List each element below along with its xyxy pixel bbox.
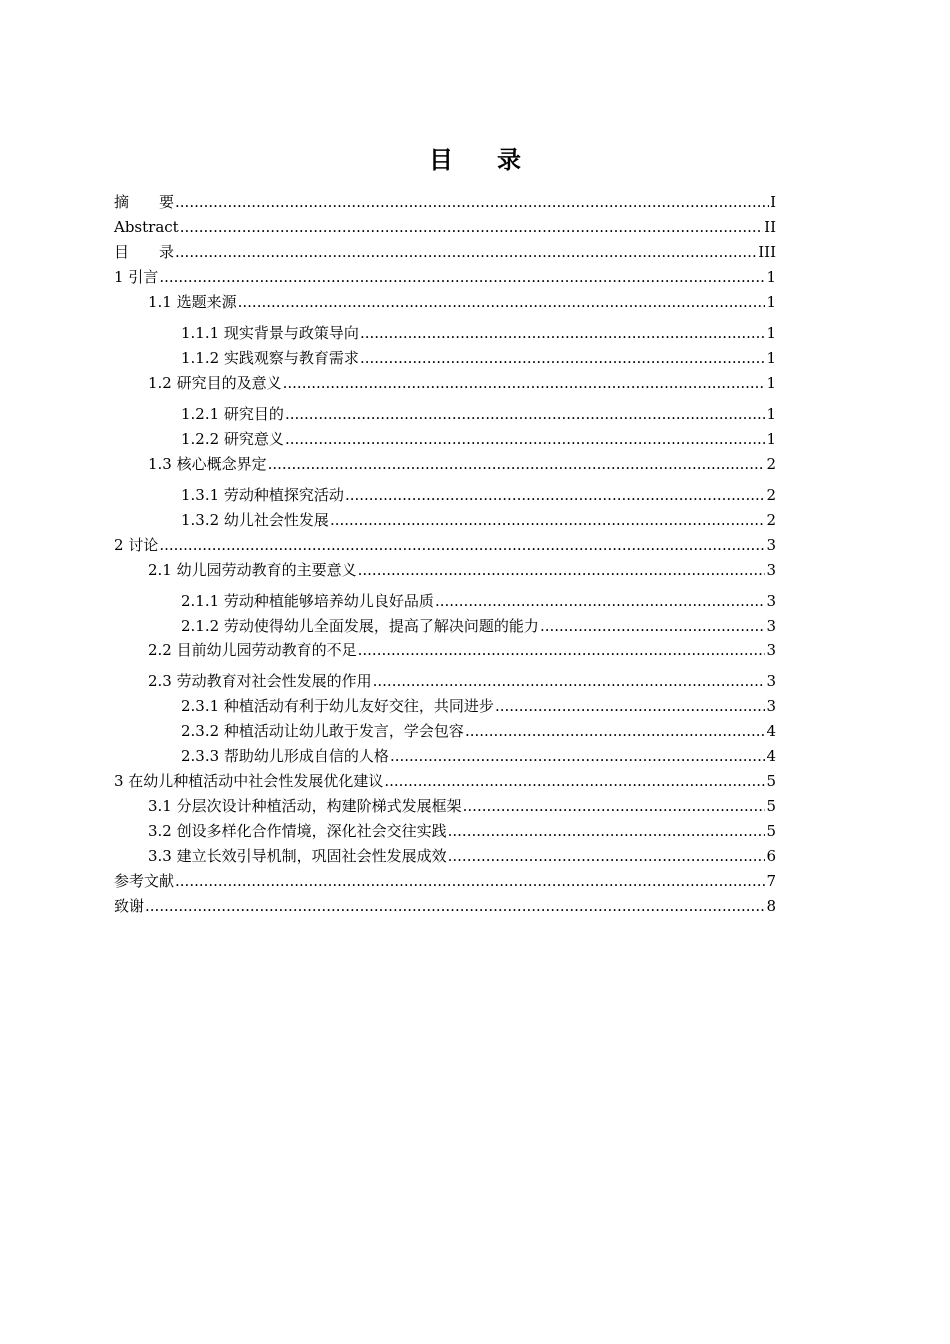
toc-entry-label: 3.3 建立长效引导机制，巩固社会性发展成效 bbox=[148, 847, 447, 865]
toc-entry-1-2-2[interactable] bbox=[114, 427, 776, 449]
dot-leader bbox=[180, 217, 763, 237]
toc-entry-label: 2.1.1 劳动种植能够培养幼儿良好品质 bbox=[181, 592, 434, 610]
toc-entry-page: 2 bbox=[766, 511, 776, 529]
toc-entry-label: 1 引言 bbox=[114, 268, 159, 286]
toc-entry-label: 3.2 创设多样化合作情境，深化社会交往实践 bbox=[148, 822, 447, 840]
dot-leader bbox=[358, 560, 766, 580]
toc-entry-label: 3 在幼儿种植活动中社会性发展优化建议 bbox=[114, 772, 384, 790]
dot-leader bbox=[330, 510, 766, 530]
toc-entry-1-3-1[interactable] bbox=[114, 483, 776, 505]
toc-entry-page: 1 bbox=[766, 324, 776, 342]
dot-leader bbox=[285, 404, 766, 424]
toc-entry-label: 目 录 bbox=[114, 243, 175, 261]
toc-entry-2-3-1[interactable] bbox=[114, 694, 776, 716]
dot-leader bbox=[435, 591, 766, 611]
toc-entry-abstract-cn[interactable] bbox=[114, 190, 776, 212]
toc-entry-label: 1.3.2 幼儿社会性发展 bbox=[181, 511, 329, 529]
toc-entry-page: 8 bbox=[766, 897, 776, 915]
toc-entry-label: 1.2.2 研究意义 bbox=[181, 430, 284, 448]
dot-leader bbox=[463, 796, 766, 816]
toc-entry-page: 6 bbox=[766, 847, 776, 865]
toc-entry-label: 2.3.3 帮助幼儿形成自信的人格 bbox=[181, 747, 389, 765]
toc-entry-page: I bbox=[770, 193, 776, 211]
dot-leader bbox=[175, 192, 769, 212]
dot-leader bbox=[238, 292, 766, 312]
dot-leader bbox=[285, 429, 766, 449]
toc-entry-label: 2 讨论 bbox=[114, 536, 159, 554]
toc-entry-page: 1 bbox=[766, 268, 776, 286]
dot-leader bbox=[345, 485, 766, 505]
toc-entry-page: III bbox=[758, 243, 776, 261]
toc-entry-2-1-2[interactable] bbox=[114, 614, 776, 636]
toc-entry-page: 1 bbox=[766, 374, 776, 392]
toc-entry-1-3[interactable] bbox=[114, 452, 776, 474]
toc-entry-page: 2 bbox=[766, 455, 776, 473]
toc-entry-label: 2.3 劳动教育对社会性发展的作用 bbox=[148, 672, 372, 690]
toc-entry-1-1-2[interactable] bbox=[114, 346, 776, 368]
toc-entry-1-1-1[interactable] bbox=[114, 321, 776, 343]
toc-entry-2-1-1[interactable] bbox=[114, 589, 776, 611]
dot-leader bbox=[268, 454, 766, 474]
toc-entry-label: Abstract bbox=[114, 218, 179, 236]
toc-entry-1-3-2[interactable] bbox=[114, 508, 776, 530]
dot-leader bbox=[373, 671, 766, 691]
toc-entry-2-2[interactable] bbox=[114, 638, 776, 660]
toc-entry-contents[interactable] bbox=[114, 240, 776, 262]
title-char-1: 目 bbox=[429, 145, 453, 174]
dot-leader bbox=[159, 267, 765, 287]
dot-leader bbox=[145, 896, 765, 916]
toc-entry-page: 4 bbox=[766, 722, 776, 740]
toc-entry-label: 致谢 bbox=[114, 897, 145, 915]
toc-entry-page: 3 bbox=[766, 641, 776, 659]
toc-entry-page: 5 bbox=[766, 772, 776, 790]
toc-entry-page: 4 bbox=[766, 747, 776, 765]
toc-entry-3-2[interactable] bbox=[114, 819, 776, 841]
toc-entry-page: 3 bbox=[766, 592, 776, 610]
toc-entry-page: 5 bbox=[766, 822, 776, 840]
toc-entry-3-1[interactable] bbox=[114, 794, 776, 816]
dot-leader bbox=[175, 871, 765, 891]
toc-entry-2-3-2[interactable] bbox=[114, 719, 776, 741]
toc-entry-1-1[interactable] bbox=[114, 290, 776, 312]
toc-entry-label: 2.3.2 种植活动让幼儿敢于发言，学会包容 bbox=[181, 722, 464, 740]
toc-entry-label: 1.1.1 现实背景与政策导向 bbox=[181, 324, 359, 342]
dot-leader bbox=[360, 348, 766, 368]
dot-leader bbox=[159, 535, 765, 555]
toc-entry-page: 3 bbox=[766, 536, 776, 554]
dot-leader bbox=[358, 640, 766, 660]
toc-entry-acknowledgements[interactable] bbox=[114, 894, 776, 916]
toc-entry-page: 1 bbox=[766, 430, 776, 448]
toc-entry-page: 7 bbox=[766, 872, 776, 890]
toc-entry-label: 1.2 研究目的及意义 bbox=[148, 374, 282, 392]
toc-entry-2-1[interactable] bbox=[114, 558, 776, 580]
dot-leader bbox=[448, 846, 766, 866]
toc-entry-page: 3 bbox=[766, 672, 776, 690]
toc-entry-1-2[interactable] bbox=[114, 371, 776, 393]
toc-entry-page: 5 bbox=[766, 797, 776, 815]
dot-leader bbox=[360, 323, 766, 343]
toc-entry-page: 3 bbox=[766, 697, 776, 715]
toc-entry-label: 1.1 选题来源 bbox=[148, 293, 237, 311]
toc-entry-page: 1 bbox=[766, 349, 776, 367]
page-title bbox=[0, 144, 950, 176]
toc-entry-label: 1.3.1 劳动种植探究活动 bbox=[181, 486, 344, 504]
toc-entry-abstract-en[interactable] bbox=[114, 215, 776, 237]
toc-entry-label: 1.1.2 实践观察与教育需求 bbox=[181, 349, 359, 367]
toc-entry-1-2-1[interactable] bbox=[114, 402, 776, 424]
toc-entry-label: 3.1 分层次设计种植活动，构建阶梯式发展框架 bbox=[148, 797, 462, 815]
toc-entry-page: II bbox=[764, 218, 776, 236]
toc-entry-label: 1.3 核心概念界定 bbox=[148, 455, 267, 473]
toc-entry-page: 3 bbox=[766, 617, 776, 635]
dot-leader bbox=[175, 242, 757, 262]
toc-entry-label: 1.2.1 研究目的 bbox=[181, 405, 284, 423]
toc-entry-page: 1 bbox=[766, 293, 776, 311]
dot-leader bbox=[390, 746, 766, 766]
toc-entry-label: 2.1 幼儿园劳动教育的主要意义 bbox=[148, 561, 357, 579]
toc-entry-2-3-3[interactable] bbox=[114, 744, 776, 766]
dot-leader bbox=[540, 616, 766, 636]
dot-leader bbox=[495, 696, 766, 716]
dot-leader bbox=[384, 771, 765, 791]
toc-entry-page: 3 bbox=[766, 561, 776, 579]
dot-leader bbox=[283, 373, 766, 393]
toc-entry-2-3[interactable] bbox=[114, 669, 776, 691]
title-char-2: 录 bbox=[497, 145, 521, 174]
toc-entry-ch3[interactable] bbox=[114, 769, 776, 791]
toc-entry-page: 1 bbox=[766, 405, 776, 423]
toc-entry-label: 参考文献 bbox=[114, 872, 175, 890]
dot-leader bbox=[465, 721, 766, 741]
toc-entry-3-3[interactable] bbox=[114, 844, 776, 866]
toc-entry-page: 2 bbox=[766, 486, 776, 504]
toc-entry-label: 2.2 目前幼儿园劳动教育的不足 bbox=[148, 641, 357, 659]
toc-entry-ch1[interactable] bbox=[114, 265, 776, 287]
dot-leader bbox=[448, 821, 766, 841]
toc-entry-label: 摘 要 bbox=[114, 193, 175, 211]
toc-entry-label: 2.3.1 种植活动有利于幼儿友好交往，共同进步 bbox=[181, 697, 494, 715]
toc-entry-references[interactable] bbox=[114, 869, 776, 891]
toc-entry-label: 2.1.2 劳动使得幼儿全面发展，提高了解决问题的能力 bbox=[181, 617, 539, 635]
toc-entry-ch2[interactable] bbox=[114, 533, 776, 555]
